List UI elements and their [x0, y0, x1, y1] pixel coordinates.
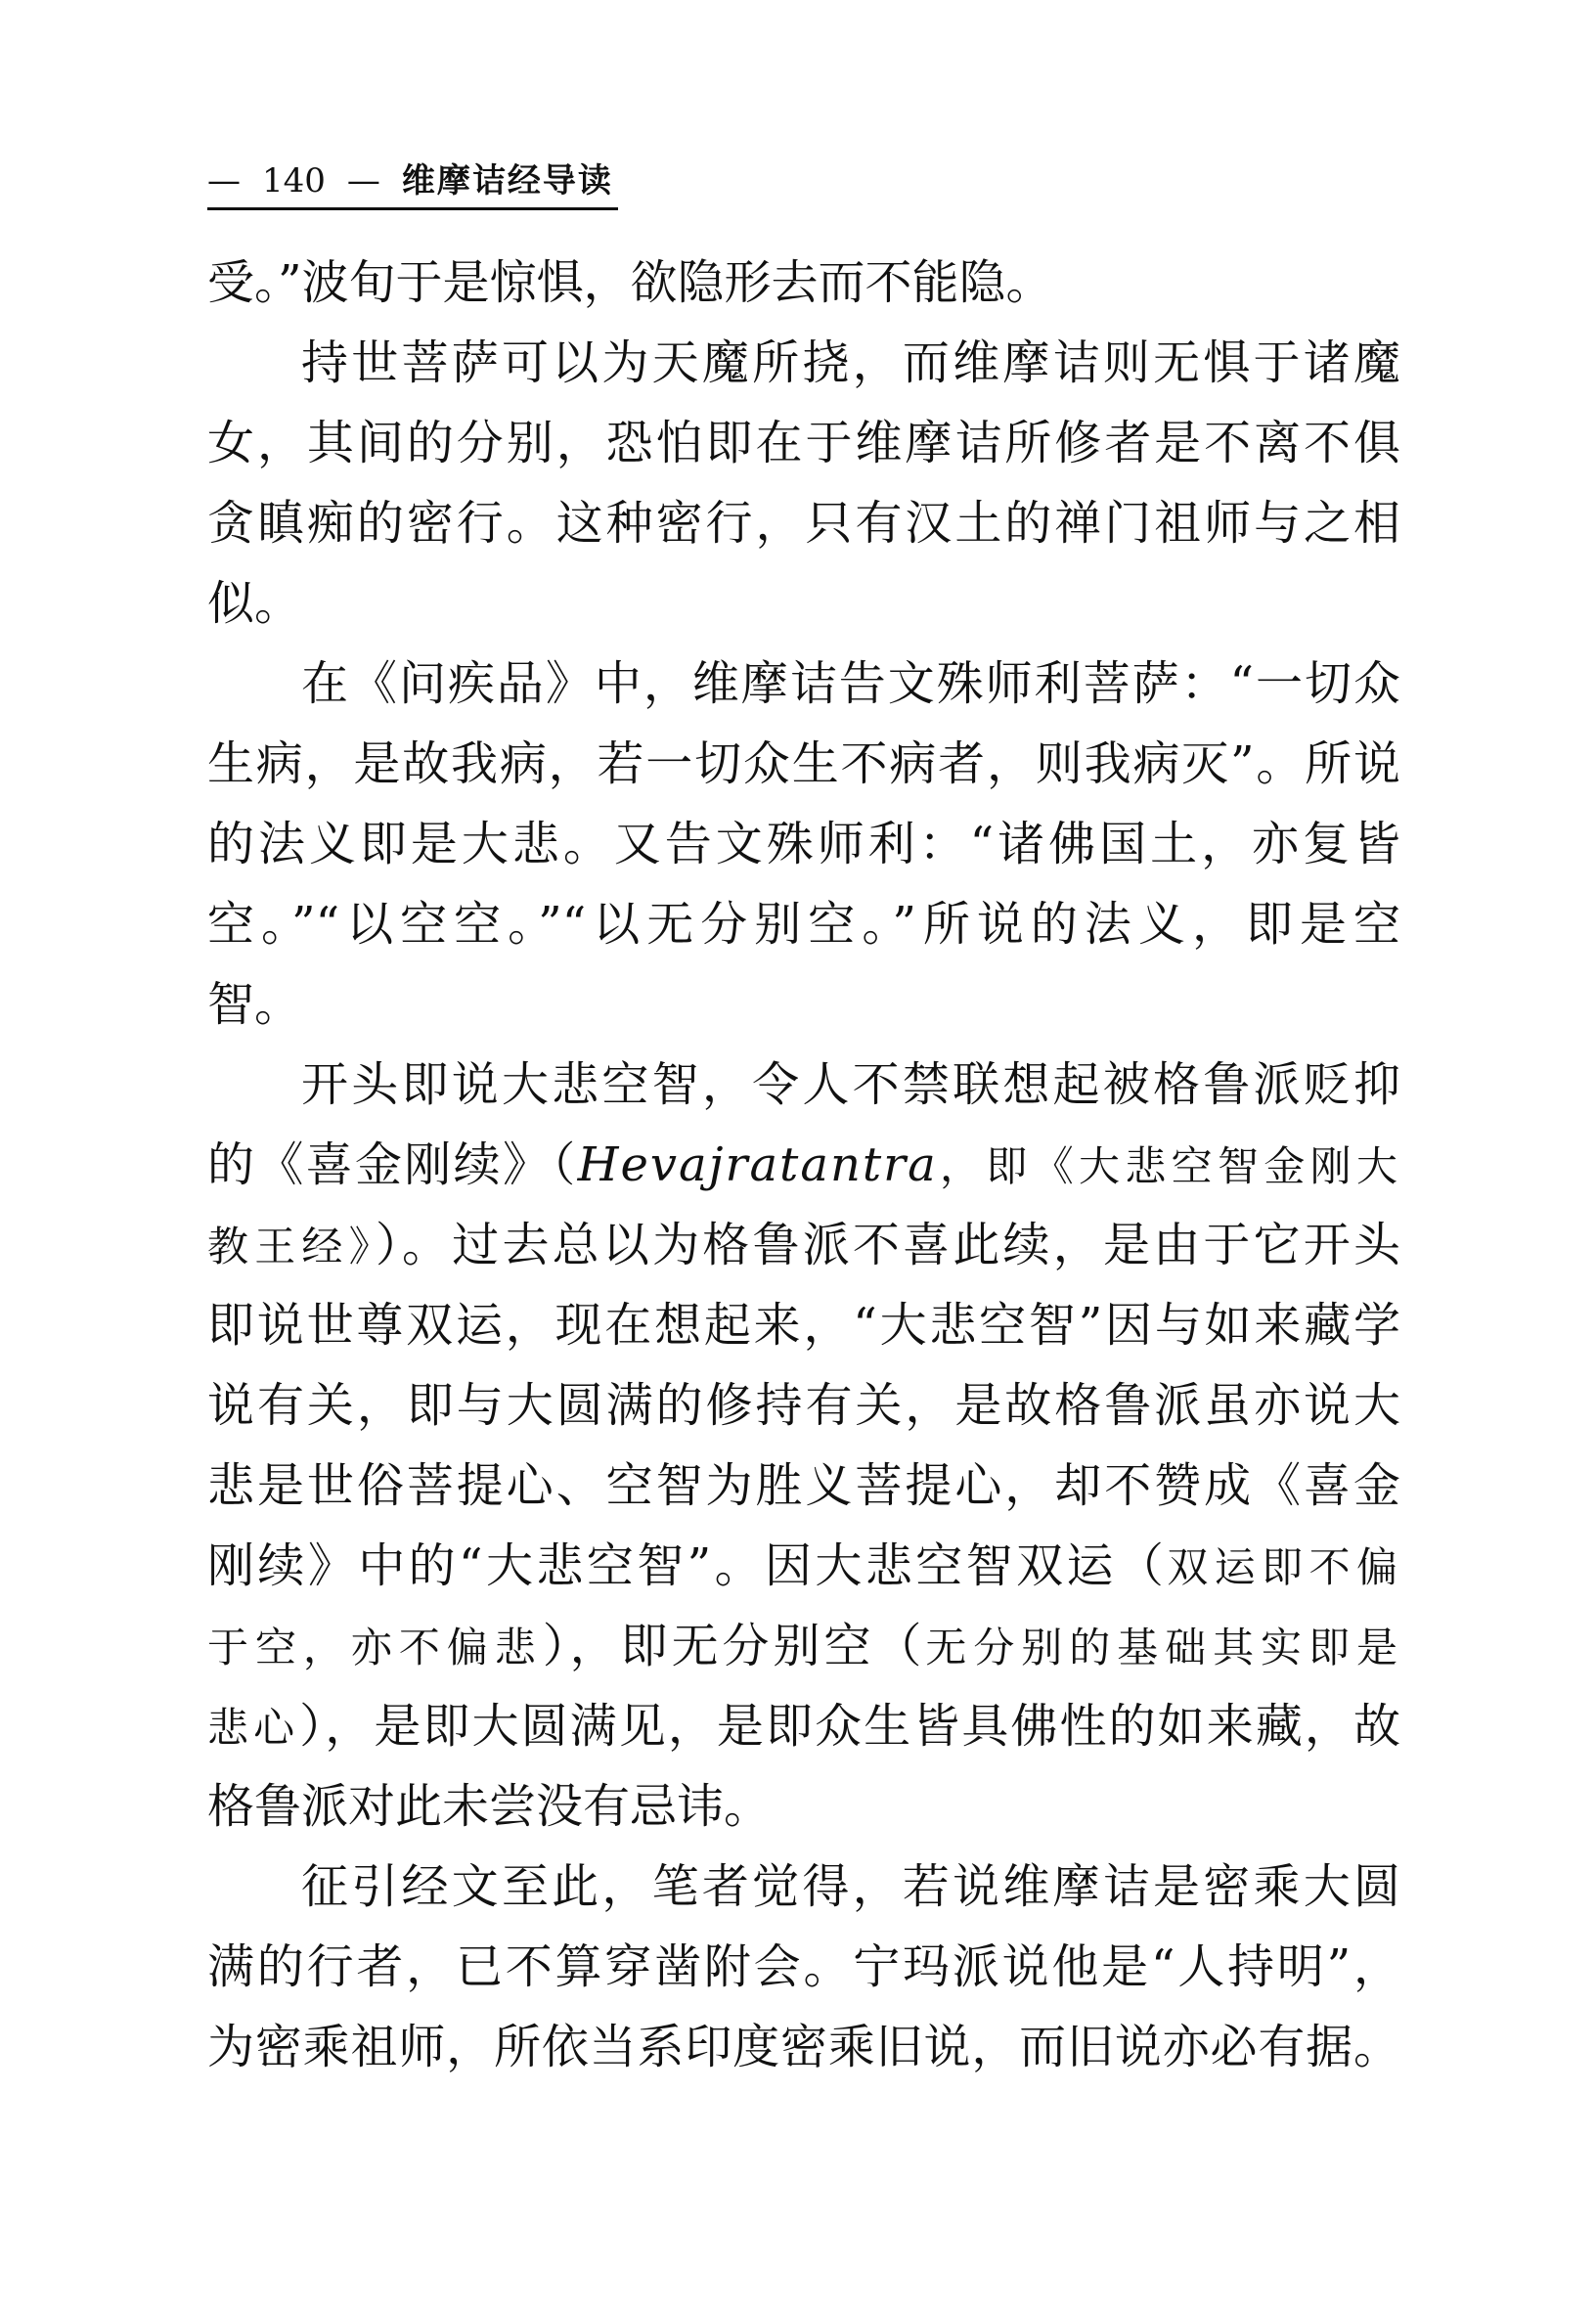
annotation-text: 于空，亦不偏悲 [207, 1624, 543, 1671]
paragraph-start-line: 征引经文至此，笔者觉得，若说维摩诘是密乘大圆 [301, 1859, 1400, 1914]
annotation-text: ，即《大悲空智金刚大 [937, 1142, 1400, 1190]
text-line: 的法义即是大悲。又告文殊师利：“诸佛国土，亦复皆 [207, 817, 1400, 871]
paragraph-start-line: 开头即说大悲空智，令人不禁联想起被格鲁派贬抑 [301, 1057, 1400, 1112]
text-line: 满的行者，已不算穿凿附会。宁玛派说他是“人持明”， [207, 1939, 1400, 1994]
header-dash-right: — [346, 161, 380, 200]
header-dash-left: — [207, 161, 241, 200]
text-line: 贪瞋痴的密行。这种密行，只有汉土的禅门祖师与之相 [207, 496, 1400, 551]
text-line [207, 1526, 1400, 1606]
annotation-text: 悲心 [207, 1704, 300, 1752]
text-line [207, 1125, 1400, 1205]
latin-title: Hevajratantra [577, 1137, 938, 1192]
running-header [207, 155, 618, 210]
text-line [207, 1606, 1400, 1686]
text-line: 生病，是故我病，若一切众生不病者，则我病灭”。所说 [207, 736, 1400, 791]
line-segment: ）。过去总以为格鲁派不喜此续，是由于它开头 [375, 1218, 1400, 1272]
annotation-text: 无分别的基础其实即是 [925, 1624, 1400, 1671]
text-line [207, 1205, 1400, 1285]
line-segment: 刚续》中的“大悲空智”。因大悲空智双运（ [207, 1538, 1168, 1593]
text-line: 悲是世俗菩提心、空智为胜义菩提心，却不赞成《喜金 [207, 1458, 1400, 1513]
annotation-text: 教王经》 [207, 1223, 376, 1270]
line-segment: ），是即大圆满见，是即众生皆具佛性的如来藏，故 [299, 1699, 1400, 1754]
text-line: 说有关，即与大圆满的修持有关，是故格鲁派虽亦说大 [207, 1378, 1400, 1433]
annotation-text: 双运即不偏 [1167, 1543, 1400, 1591]
text-line: 为密乘祖师，所依当系印度密乘旧说，而旧说亦必有据。 [207, 2020, 1400, 2074]
line-segment: ），即无分别空（ [542, 1619, 926, 1673]
text-line [207, 1686, 1400, 1766]
text-line: 空。”“以空空。”“以无分别空。”所说的法义，即是空 [207, 897, 1400, 952]
paragraph-start-line: 在《问疾品》中，维摩诘告文殊师利菩萨：“一切众 [301, 656, 1400, 711]
body-text [207, 243, 1400, 2087]
page-number: 140 [262, 161, 326, 200]
line-segment: 的《喜金刚续》（ [207, 1137, 578, 1192]
text-line: 似。 [207, 576, 302, 631]
text-line: 即说世尊双运，现在想起来，“大悲空智”因与如来藏学 [207, 1298, 1400, 1353]
text-line: 智。 [207, 977, 302, 1032]
text-line: 受。”波旬于是惊惧，欲隐形去而不能隐。 [207, 255, 1053, 310]
paragraph-start-line: 持世菩萨可以为天魔所挠，而维摩诘则无惧于诸魔 [301, 335, 1400, 390]
book-title: 维摩诘经导读 [401, 161, 613, 200]
text-line: 女，其间的分别，恐怕即在于维摩诘所修者是不离不俱 [207, 416, 1400, 470]
text-line: 格鲁派对此未尝没有忌讳。 [207, 1779, 772, 1834]
